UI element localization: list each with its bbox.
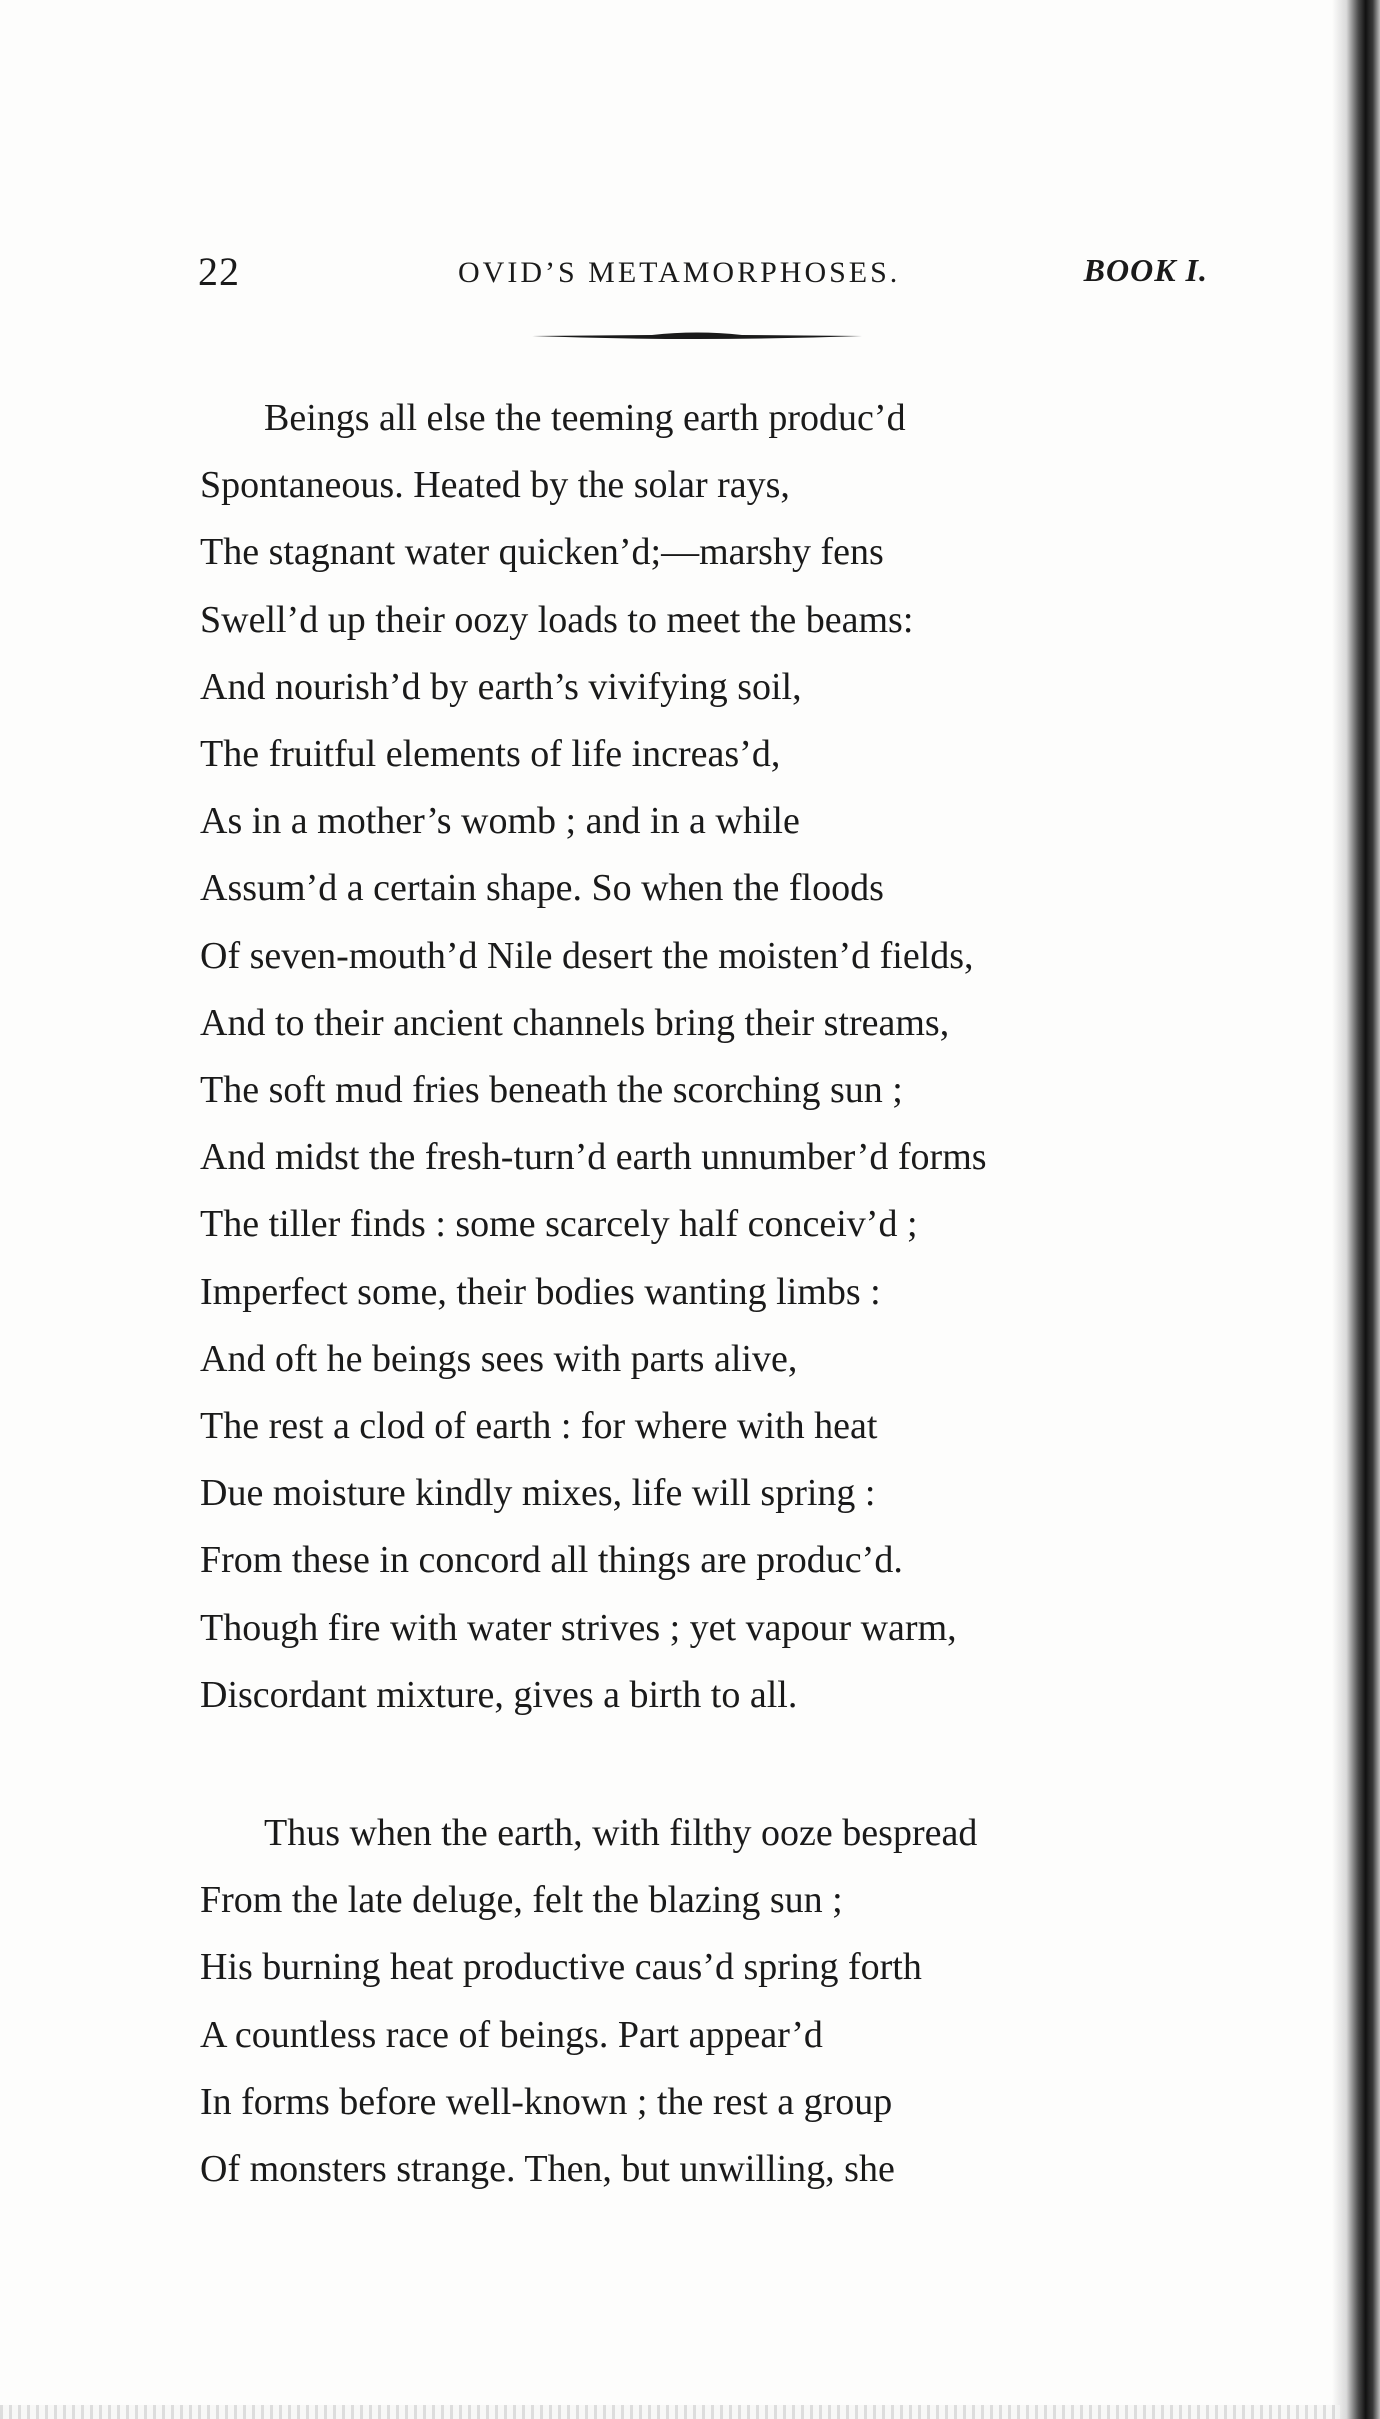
verse-line: And nourish’d by earth’s vivifying soil, (200, 665, 802, 708)
verse-line: The tiller finds : some scarcely half conceiv’d ; (200, 1203, 918, 1246)
verse-line: As in a mother’s womb ; and in a while (200, 800, 800, 843)
verse-line: A countless race of beings. Part appear’d (200, 2013, 823, 2056)
verse-line: Spontaneous. Heated by the solar rays, (200, 464, 790, 507)
verse-line: Imperfect some, their bodies wanting limbs : (200, 1270, 881, 1313)
running-title: OVID’S METAMORPHOSES. (458, 256, 901, 289)
binding-edge-shadow (1332, 0, 1380, 2419)
verse-line: The stagnant water quicken’d;—marshy fens (200, 531, 884, 574)
verse-line: The rest a clod of earth : for where with heat (200, 1405, 878, 1448)
running-head (198, 248, 1208, 308)
book-label: BOOK I. (1083, 252, 1208, 288)
verse-line: And midst the fresh-turn’d earth unnumber’d forms (200, 1136, 987, 1179)
verse-line: Due moisture kindly mixes, life will spring : (200, 1472, 876, 1515)
verse-line: From these in concord all things are produc’d. (200, 1539, 903, 1582)
verse-line: Swell’d up their oozy loads to meet the beams: (200, 598, 914, 641)
verse-line: Discordant mixture, gives a birth to all. (200, 1673, 798, 1716)
verse-line: Beings all else the teeming earth produc’d (264, 397, 906, 439)
page-number: 22 (198, 249, 240, 294)
verse-line: The soft mud fries beneath the scorching sun ; (200, 1069, 903, 1112)
verse-line: Of seven-mouth’d Nile desert the moisten’d fields, (200, 934, 974, 977)
verse-line: And to their ancient channels bring their streams, (200, 1001, 950, 1044)
page-bottom-edge (0, 2405, 1340, 2419)
stanza-1 (200, 385, 1200, 1729)
verse-line: His burning heat productive caus’d spring forth (200, 1946, 922, 1989)
verse-line: The fruitful elements of life increas’d, (200, 733, 781, 776)
verse-line: Of monsters strange. Then, but unwilling, she (200, 2148, 895, 2191)
verse-line: Assum’d a certain shape. So when the floods (200, 867, 884, 910)
verse-line: And oft he beings sees with parts alive, (200, 1337, 798, 1380)
verse-line: In forms before well-known ; the rest a group (200, 2080, 893, 2123)
stanza-2 (200, 1800, 1200, 2203)
ornamental-rule (532, 330, 862, 342)
verse-line: Though fire with water strives ; yet vapour warm, (200, 1606, 957, 1649)
verse-line: Thus when the earth, with filthy ooze bespread (264, 1812, 978, 1854)
verse-line: From the late deluge, felt the blazing sun ; (200, 1879, 843, 1922)
